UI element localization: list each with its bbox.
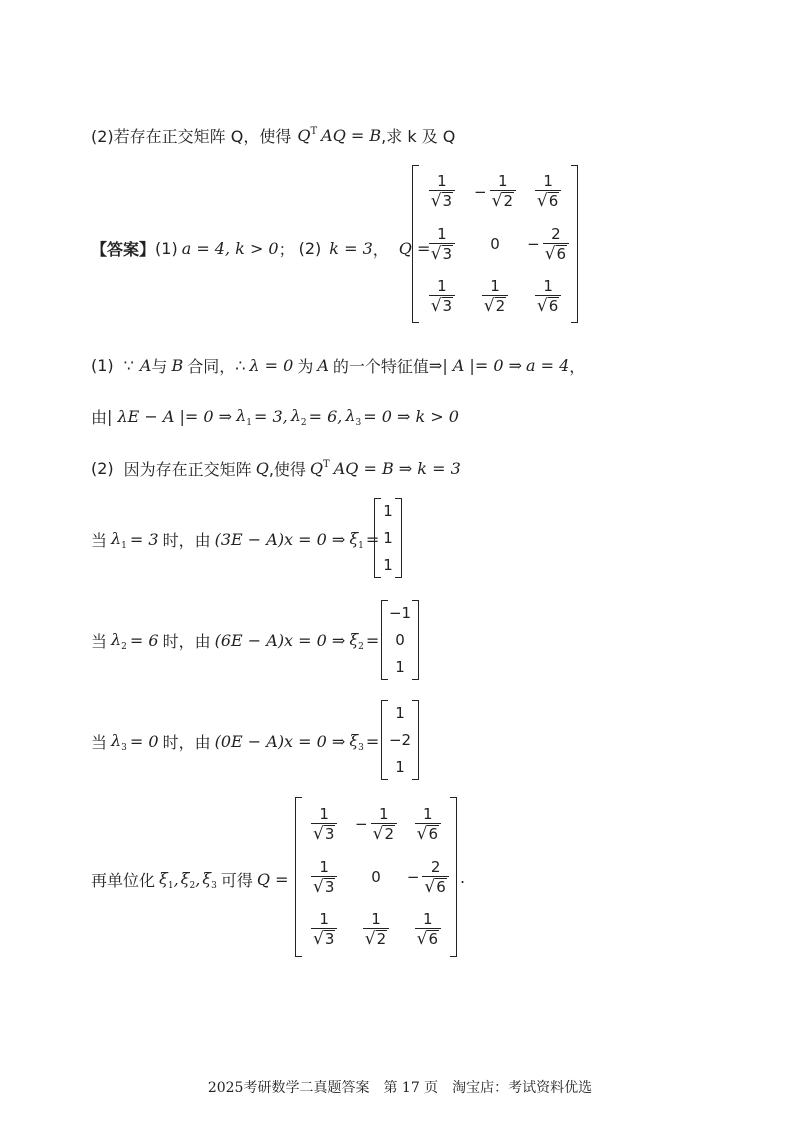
denominator [429, 244, 455, 264]
eigen-row-2 [91, 629, 379, 652]
solution-2-num: (2) [91, 459, 114, 478]
sqrt-icon [417, 930, 439, 948]
fraction [311, 910, 337, 949]
denominator [482, 296, 508, 316]
eigen-2-xi: $\xi_2$ [349, 629, 364, 652]
denominator [371, 824, 397, 844]
numerator: 1 [371, 910, 381, 929]
solution-2 [91, 457, 461, 480]
because-symbol: ∵ [123, 356, 134, 375]
zero-entry: 0 [371, 868, 381, 886]
radicand: 2 [384, 824, 394, 843]
fraction [371, 805, 397, 844]
final-period: . [460, 868, 466, 887]
question-2-suffix: ,求 k 及 Q [381, 127, 456, 146]
radical-sign: √ [416, 929, 428, 950]
answer-comma: ， [372, 240, 389, 259]
solution-2-text: 因为存在正交矩阵 [123, 460, 252, 479]
denominator [543, 244, 569, 264]
numerator: 1 [423, 804, 433, 823]
fraction [429, 225, 455, 264]
solution-2-you: 由 [91, 408, 108, 427]
numerator: 1 [498, 172, 508, 191]
minus-sign: − [527, 235, 540, 253]
fraction [422, 858, 448, 897]
denominator [311, 877, 337, 897]
eigen-row-3 [91, 730, 379, 753]
numerator: 1 [319, 857, 329, 876]
lambda-1: $\lambda_1$ [236, 405, 252, 428]
sqrt-icon [313, 878, 335, 896]
vector-entry: 0 [395, 631, 405, 649]
solution-1-wei: 为 [297, 357, 314, 376]
solution-2-text2: ,使得 [268, 460, 306, 479]
matrix-b-symbol: B [171, 356, 184, 375]
radicand: 3 [442, 296, 453, 315]
answer-q-cell-2-1 [465, 272, 525, 320]
question-2-qt: $Q^T$ [297, 126, 318, 145]
sqrt-icon [492, 192, 514, 210]
vector-entry: −1 [388, 604, 412, 623]
radical-sign: √ [312, 876, 324, 897]
lambda-1-value: = 3, [253, 407, 288, 426]
solution-1-a-value: a = 4 [525, 356, 570, 375]
radical-sign: √ [536, 191, 548, 212]
radicand: 6 [428, 930, 439, 949]
answer-label: 【答案】 [91, 240, 156, 259]
solution-1-text1: 合同， [187, 357, 236, 376]
fraction [543, 225, 569, 264]
entry [535, 277, 561, 316]
zero-entry: 0 [490, 235, 500, 253]
entry [482, 277, 508, 316]
solution-1-yu: 与 [151, 357, 168, 376]
lambda-3-value: = 0 ⇒ k > 0 [363, 407, 459, 426]
eigen-row-1 [91, 528, 379, 551]
radicand: 3 [324, 877, 335, 896]
vector-entry: 1 [395, 657, 405, 676]
fraction [363, 910, 389, 949]
numerator: 1 [379, 804, 389, 823]
sqrt-icon [424, 878, 446, 896]
radical-sign: √ [372, 823, 384, 844]
entry [311, 858, 337, 897]
lambda-2: $\lambda_2$ [290, 405, 307, 428]
fraction [311, 805, 337, 844]
entry [429, 172, 455, 211]
answer-q-cell-2-0 [412, 272, 472, 320]
radicand: 3 [442, 244, 453, 263]
denominator [363, 929, 389, 949]
fraction [535, 172, 561, 211]
final-q-eq: Q = [256, 870, 289, 889]
sqrt-icon [431, 245, 453, 263]
radical-sign: √ [491, 191, 503, 212]
answer-q-cell-0-2 [518, 168, 578, 216]
minus-sign: − [406, 868, 420, 886]
solution-1-num: (1) [91, 356, 114, 375]
final-q-cell-0-2 [398, 800, 458, 848]
eigen-3-shi: 时，由 [162, 733, 211, 752]
page-footer: 2025考研数学二真题答案 第 17 页 淘宝店：考试资料优选 [207, 1080, 593, 1096]
numerator: 1 [319, 910, 329, 929]
radical-sign: √ [312, 823, 324, 844]
answer-part1-math: a = 4, k > 0 [181, 239, 279, 258]
sqrt-icon [365, 930, 387, 948]
sqrt-icon [537, 297, 559, 315]
entry [415, 805, 441, 844]
eigen-1-dang: 当 [91, 531, 108, 550]
fraction [429, 277, 455, 316]
radicand: 3 [324, 824, 335, 843]
denominator [311, 929, 337, 949]
numerator: 1 [423, 910, 433, 929]
lambda-zero: λ = 0 [249, 356, 294, 375]
entry [429, 225, 455, 264]
numerator: 2 [430, 857, 441, 876]
solution-1-implication: ⇒| A |= 0 ⇒ [428, 356, 522, 375]
solution-1-end: ， [569, 357, 586, 376]
sqrt-icon [313, 930, 335, 948]
entry [363, 910, 389, 949]
radicand: 6 [428, 824, 439, 843]
sqrt-icon [431, 297, 453, 315]
answer-line [91, 237, 430, 260]
numerator: 1 [543, 172, 553, 191]
minus-sign: − [355, 815, 368, 834]
entry [527, 225, 569, 264]
radical-sign: √ [430, 295, 442, 316]
sqrt-icon [537, 192, 559, 210]
entry [355, 805, 397, 844]
entry [415, 910, 441, 949]
question-2 [91, 124, 455, 147]
radicand: 2 [376, 930, 387, 949]
denominator [311, 824, 337, 844]
eigen-2-equation: (6E − A)x = 0 ⇒ [214, 631, 346, 650]
solution-1 [91, 354, 585, 377]
eigen-2-lambda: $\lambda_2$ [111, 629, 127, 652]
sqrt-icon [417, 825, 439, 843]
denominator [422, 877, 448, 897]
lambda-2-value: = 6, [308, 407, 343, 426]
final-xi-3: $\xi_3$ [202, 868, 217, 891]
sqrt-icon [545, 245, 567, 263]
eigen-2-value: = 6 [129, 631, 159, 650]
answer-q-cell-2-2 [518, 272, 578, 320]
denominator [535, 296, 561, 316]
eigen-2-eqsign: = [365, 631, 380, 650]
radical-sign: √ [544, 243, 556, 264]
solution-1-text2: 的一个特征值 [332, 357, 429, 376]
denominator [429, 296, 455, 316]
entry [535, 172, 561, 211]
vector-entry: 1 [383, 555, 393, 574]
eigen-1-equation: (3E − A)x = 0 ⇒ [214, 530, 346, 549]
solution-1-eigenvalues [91, 405, 459, 428]
therefore-symbol: ∴ [235, 356, 246, 375]
matrix-a-symbol-2: A [317, 356, 329, 375]
eigen-2-dang: 当 [91, 632, 108, 651]
characteristic-equation: | λE − A |= 0 ⇒ [107, 407, 233, 426]
final-xi-2: $\xi_2$ [180, 868, 196, 891]
answer-q-cell-0-0 [412, 168, 472, 216]
numerator: 2 [551, 224, 561, 243]
eigen-1-xi: $\xi_1$ [349, 528, 364, 551]
question-2-prefix: (2)若存在正交矩阵 Q，使得 [91, 127, 292, 146]
numerator: 1 [490, 276, 500, 295]
vector-entry: 1 [395, 757, 405, 776]
numerator: 1 [437, 172, 447, 191]
radicand: 3 [324, 930, 335, 949]
radical-sign: √ [536, 295, 548, 316]
fraction [429, 172, 455, 211]
radicand: 6 [548, 296, 559, 315]
denominator [415, 929, 441, 949]
eigenvector-2 [381, 600, 419, 680]
answer-q-eq: Q = [398, 239, 431, 258]
final-text1: 再单位化 [91, 871, 156, 890]
eigen-3-value: = 0 [129, 732, 159, 751]
fraction [415, 805, 441, 844]
denominator [415, 824, 441, 844]
fraction [535, 277, 561, 316]
answer-q-cell-0-1 [465, 168, 525, 216]
eigen-1-value: = 3 [129, 530, 159, 549]
vector-entry: −2 [388, 731, 412, 749]
radicand: 3 [442, 192, 453, 211]
radicand: 6 [556, 244, 567, 263]
final-comma-2: , [195, 870, 201, 889]
fraction [415, 910, 441, 949]
radicand: 2 [503, 192, 513, 211]
sqrt-icon [484, 297, 506, 315]
solution-2-math: AQ = B ⇒ k = 3 [333, 459, 461, 478]
entry [311, 805, 337, 844]
eigen-1-lambda: $\lambda_1$ [111, 528, 127, 551]
entry [474, 172, 516, 211]
denominator [429, 191, 455, 211]
answer-q-matrix [412, 165, 578, 323]
final-q-matrix [295, 797, 457, 957]
entry [311, 910, 337, 949]
denominator [535, 191, 561, 211]
matrix-q-symbol: Q [255, 459, 269, 478]
eigen-3-lambda: $\lambda_3$ [111, 730, 127, 753]
radical-sign: √ [364, 929, 376, 950]
sqrt-icon [431, 192, 453, 210]
radical-sign: √ [312, 929, 324, 950]
matrix-a-symbol: A [139, 356, 152, 375]
final-q-cell-2-2 [398, 906, 458, 954]
numerator: 1 [543, 276, 553, 295]
lambda-3: $\lambda_3$ [345, 405, 362, 428]
eigenvector-1 [374, 498, 402, 578]
radical-sign: √ [424, 876, 436, 897]
fraction [311, 858, 337, 897]
eigen-1-eqsign: = [365, 530, 380, 549]
radicand: 6 [548, 192, 559, 211]
answer-part2-math: k = 3 [329, 239, 373, 258]
eigen-3-dang: 当 [91, 733, 108, 752]
final-text2: 可得 [220, 871, 253, 890]
sqrt-icon [373, 825, 395, 843]
eigen-3-equation: (0E − A)x = 0 ⇒ [214, 732, 346, 751]
radical-sign: √ [416, 823, 428, 844]
numerator: 1 [437, 276, 447, 295]
answer-q-cell-1-2 [518, 220, 578, 268]
radical-sign: √ [430, 191, 442, 212]
sqrt-icon [313, 825, 335, 843]
radical-sign: √ [483, 295, 495, 316]
eigenvector-3 [381, 700, 419, 780]
final-q-cell-1-2 [398, 853, 458, 901]
final-line [91, 868, 288, 891]
entry [429, 277, 455, 316]
fraction [482, 277, 508, 316]
numerator: 1 [437, 224, 447, 243]
answer-part2-num: (2) [298, 239, 322, 258]
numerator: 1 [319, 804, 329, 823]
eigen-3-eqsign: = [365, 732, 380, 751]
radical-sign: √ [430, 243, 442, 264]
question-2-formula: AQ = B [321, 126, 382, 145]
denominator [490, 191, 516, 211]
eigen-1-shi: 时，由 [162, 531, 211, 550]
solution-2-qt: $Q^T$ [309, 459, 330, 478]
eigen-2-shi: 时，由 [162, 632, 211, 651]
vector-entry: 1 [395, 704, 405, 723]
fraction [490, 172, 516, 211]
vector-entry: 1 [383, 529, 393, 547]
answer-q-cell-1-1 [465, 220, 525, 268]
answer-q-cell-1-0 [412, 220, 472, 268]
eigen-3-xi: $\xi_3$ [349, 730, 364, 753]
entry [407, 858, 449, 897]
final-xi-1: $\xi_1$ [159, 868, 174, 891]
minus-sign: − [474, 182, 487, 201]
final-comma-1: , [173, 870, 179, 889]
answer-part1-num: (1) [155, 239, 178, 258]
answer-sep: ； [278, 240, 295, 259]
vector-entry: 1 [383, 502, 393, 521]
radicand: 6 [436, 877, 446, 896]
radicand: 2 [495, 296, 506, 315]
